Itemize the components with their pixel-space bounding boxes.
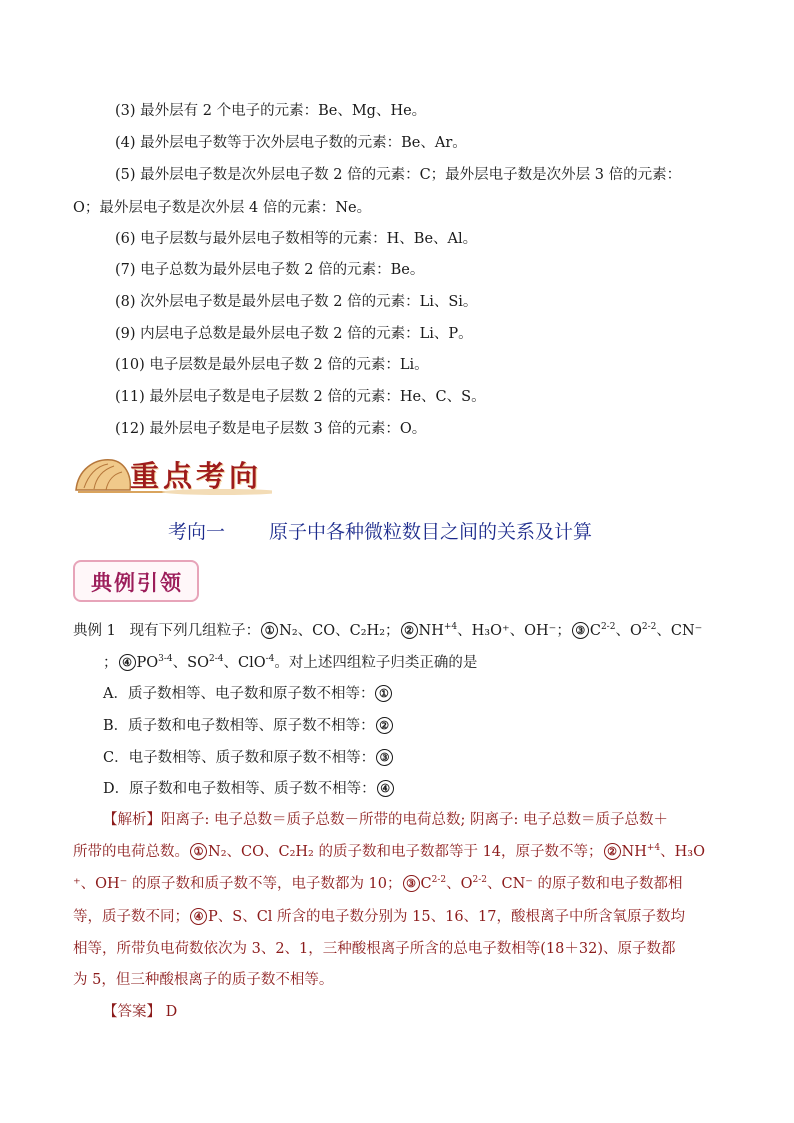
section-number: 考向一 [168, 521, 226, 543]
answer-line [103, 1001, 177, 1023]
analysis-line4: 等，质子数不同； ④ P、S、Cl 所含的电子数分别为 15、16、17，酸根离子中所含氧原子数均 [73, 909, 685, 925]
rule-10: (10) 电子层数是最外层电子数 2 倍的元素：Li。 [115, 357, 429, 373]
option-c[interactable]: C．电子数相等、质子数和原子数不相等： ③ [103, 747, 394, 769]
mark-3: ③ [572, 622, 589, 639]
rule-3: (3) 最外层有 2 个电子的元素：Be、Mg、He。 [115, 103, 427, 119]
section-title [168, 517, 592, 544]
analysis-line1: 【解析】阳离子: 电子总数＝质子总数－所带的电荷总数; 阴离子: 电子总数＝质子总数＋ [103, 812, 668, 828]
rule-8: (8) 次外层电子数是最外层电子数 2 倍的元素：Li、Si。 [115, 294, 478, 310]
rule-6: (6) 电子层数与最外层电子数相等的元素：H、Be、Al。 [115, 231, 478, 247]
analysis-line3: ⁺、OH⁻ 的原子数和质子数不等，电子数都为 10； ③ $C^{2-2}$、$O^{2-2}$、CN⁻ 的原子数和电子数都相 [73, 875, 683, 892]
example-label: 典例引领 [91, 571, 183, 595]
answer-value: D [165, 1004, 178, 1020]
analysis-line6: 为 5，但三种酸根离子的质子数不相等。 [73, 972, 334, 988]
option-d[interactable]: D．原子数和电子数相等、质子数不相等： ④ [103, 778, 395, 800]
rule-9: (9) 内层电子总数是最外层电子数 2 倍的元素：Li、P。 [115, 326, 473, 342]
analysis-line5: 相等，所带负电荷数依次为 3、2、1，三种酸根离子所含的总电子数相等(18＋32)、原子数都 [73, 941, 676, 957]
analysis-tag: 【解析】 [103, 812, 161, 828]
mark-1: ① [261, 622, 278, 639]
rule-12: (12) 最外层电子数是电子层数 3 倍的元素：O。 [115, 421, 427, 437]
rule-11: (11) 最外层电子数是电子层数 2 倍的元素：He、C、S。 [115, 389, 486, 405]
rule-5: (5) 最外层电子数是次外层电子数 2 倍的元素：C；最外层电子数是次外层 3 倍的元素： [115, 167, 682, 183]
example-question-line2: ； ④ PO$^{3-4}$、SO$^{2-4}$、ClO$^{-4}$。对上述四组粒子归类正确的是 [103, 654, 478, 671]
section-name: 原子中各种微粒数目之间的关系及计算 [269, 521, 593, 543]
rule-7: (7) 电子总数为最外层电子数 2 倍的元素：Be。 [115, 262, 425, 278]
rule-5-cont: O；最外层电子数是次外层 4 倍的元素：Ne。 [73, 200, 372, 216]
example-label-box [73, 560, 199, 602]
key-direction-banner [72, 452, 272, 500]
banner-title: 重点考向 [130, 459, 263, 493]
mark-4: ④ [119, 654, 136, 671]
rule-4: (4) 最外层电子数等于次外层电子数的元素：Be、Ar。 [115, 135, 467, 151]
mark-2: ② [401, 622, 418, 639]
analysis-line2: 所带的电荷总数。 ① N₂、CO、C₂H₂ 的质子数和电子数都等于 14，原子数不等； ② $NH^{+4}$、H₃O [73, 843, 705, 860]
example-question-line1: 典例 1 现有下列几组粒子： ① N₂、CO、C₂H₂； ② $NH^{+4}$、H₃O⁺、OH⁻； ③ $C^{2-2}$、$O^{2-2}$、CN⁻ [73, 622, 703, 639]
answer-tag: 【答案】 [103, 1004, 161, 1020]
option-a[interactable]: A．质子数相等、电子数和原子数不相等： ① [103, 683, 393, 705]
example-number: 典例 1 [73, 623, 116, 639]
option-b[interactable]: B．质子数和电子数相等、原子数不相等： ② [103, 715, 394, 737]
